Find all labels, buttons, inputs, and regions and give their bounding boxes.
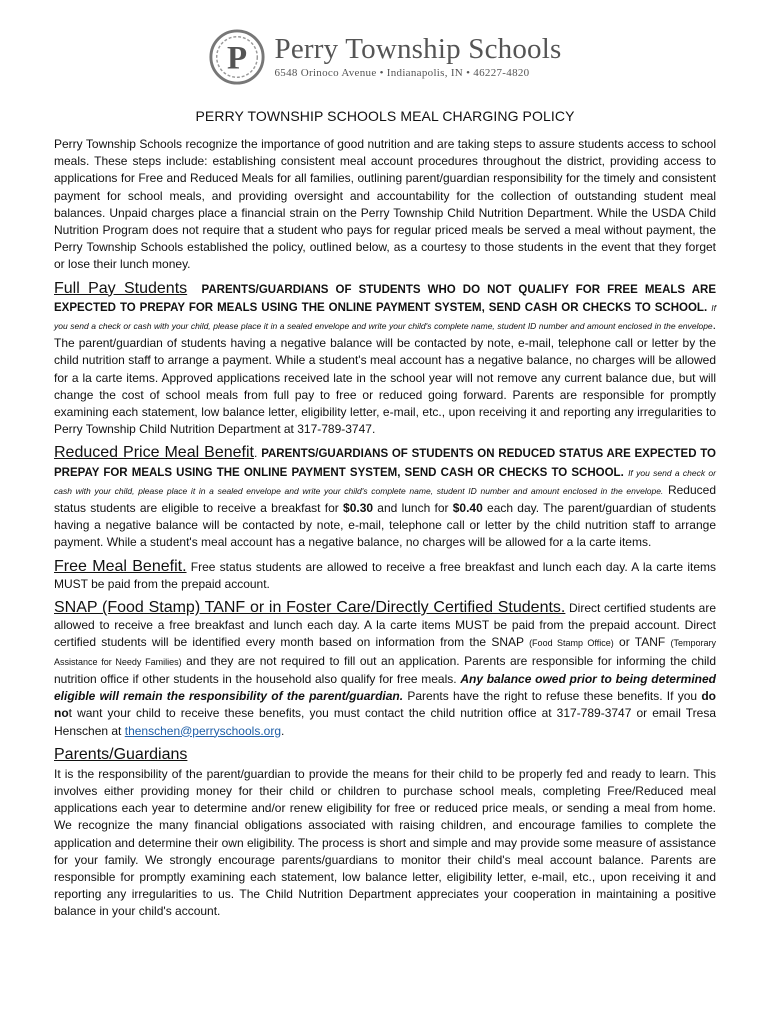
breakfast-price: $0.30 <box>343 501 374 516</box>
school-logo <box>208 28 266 86</box>
parents-heading: Parents/Guardians <box>54 745 188 763</box>
full-pay-caps: PARENTS/GUARDIANS OF STUDENTS WHO DO NOT QUALIFY FOR FREE MEALS ARE EXPECTED TO PREPAY FOR MEALS USING THE ONLINE PAYMENT SYSTEM, SEND CASH OR CHECKS TO SCHOOL. <box>54 283 716 314</box>
letterhead <box>54 0 716 92</box>
free-heading: Free Meal Benefit. <box>54 557 187 575</box>
reduced-heading: Reduced Price Meal Benefit <box>54 444 254 462</box>
page-title: PERRY TOWNSHIP SCHOOLS MEAL CHARGING POLICY <box>195 108 575 124</box>
lunch-price: $0.40 <box>452 501 483 516</box>
free-body: Free status students are allowed to receive a free breakfast and lunch each day. A la carte items MUST be paid from the prepaid account. <box>54 559 716 591</box>
full-pay-body: The parent/guardian of students having a negative balance will be contacted by note, e-mail, telephone call or letter by the child nutrition staff to arrange a payment. While a student's meal account has a negative balance, no charges will be allowed for a la carte items. Approved applications received late in the school year will not remove any current balance due, but will change the cost of school meals from full pay to free or reduced going forward. Parents are responsible for promptly examining each statement, low balance letter, eligibility letter, e-mail, etc., upon receiving it and reporting any irregularities to Perry Township Child Nutrition Department at 317-789-3747. <box>54 336 716 437</box>
snap-heading: SNAP (Food Stamp) TANF or in Foster Care/Directly Certified Students. <box>54 599 566 617</box>
full-pay-heading: Full Pay Students <box>54 279 188 297</box>
reduced-caps: PARENTS/GUARDIANS OF STUDENTS ON REDUCED STATUS ARE EXPECTED TO PREPAY FOR MEALS USING THE ONLINE PAYMENT SYSTEM, SEND CASH OR CHECKS TO SCHOOL. <box>54 448 717 479</box>
intro-paragraph: Perry Township Schools recognize the importance of good nutrition and are taking steps to assure students access to school meals. These steps include: establishing consistent meal account procedures throughout the district, providing access to applications for Free and Reduced Meals for all families, outlining parent/guardian responsibility for the timely and consistent payment for school meals, and providing oversight and accountability for the collection of outstanding student meal balances. Unpaid charges place a financial strain on the Perry Township Child Nutrition Department. While the USDA Child Nutrition Program does not require that a student who pays for regular priced meals be served a meal without payment, the Perry Township Schools established the policy, outlined below, as a courtesy to those students in the event that they forget or lose their lunch money. <box>54 137 716 272</box>
snap-section: SNAP (Food Stamp) TANF or in Foster Care/Directly Certified Students. Direct certified students are allowed to receive a free breakfast and lunch each day. A la carte items MUST be paid from the prepaid account. Direct certified students will be identified every month based on information from the SNAP (Food Stamp Office) or TANF (Temporary Assistance for Needy Families) and they are not required to fill out an application. Parents are responsible for informing the child nutrition office if other students in the household also qualify for free meals. Any balance owed prior to being determined eligible will remain the responsibility of the parent/guardian. Parents have the right to refuse these benefits. If you do not want your child to receive these benefits, you must contact the child nutrition office at 317-789-3747 or email Tresa Henschen at thenschen@perryschools.org. <box>54 599 717 738</box>
full-pay-note: If you send a check or cash with your child, please place it in a sealed envelope and write your child's complete name, student ID number and amount enclosed in the envelope <box>54 302 716 332</box>
full-pay-section: Full Pay Students PARENTS/GUARDIANS OF STUDENTS WHO DO NOT QUALIFY FOR FREE MEALS ARE EXPECTED TO PREPAY FOR MEALS USING THE ONLINE PAYMENT SYSTEM, SEND CASH OR CHECKS TO SCHOOL. If you send a check or cash with your child, please place it in a sealed envelope and write your child's complete name, student ID number and amount enclosed in the envelope. The parent/guardian of students having a negative balance will be contacted by note, e-mail, telephone call or letter by the child nutrition staff to arrange a payment. While a student's meal account has a negative balance, no charges will be allowed for a la carte items. Approved applications received late in the school year will not remove any current balance due, but will change the cost of school meals from full pay to free or reduced going forward. Parents are responsible for promptly examining each statement, low balance letter, eligibility letter, e-mail, etc., upon receiving it and reporting any irregularities to Perry Township Child Nutrition Department at 317-789-3747. <box>54 279 716 437</box>
reduced-section: Reduced Price Meal Benefit. PARENTS/GUARDIANS OF STUDENTS ON REDUCED STATUS ARE EXPECTED TO PREPAY FOR MEALS USING THE ONLINE PAYMENT SYSTEM, SEND CASH OR CHECKS TO SCHOOL. If you send a check or cash with your child, please place it in a sealed envelope and write your child's complete name, student ID number and amount enclosed in the envelope. Reduced status students are eligible to receive a breakfast for $0.30 and lunch for $0.40 each day. The parent/guardian of students having a negative balance will be contacted by note, e-mail, telephone call or letter by the child nutrition staff to arrange payment. While a student's meal account has a negative balance, no charges will be allowed for a la carte items. <box>54 444 717 550</box>
logo-letter: P <box>227 40 248 77</box>
free-section <box>54 558 716 593</box>
balance-owed-note: Any balance owed prior to being determined eligible will remain the responsibility of the parent/guardian. <box>54 671 716 704</box>
parents-body: It is the responsibility of the parent/guardian to provide the means for their child to be properly fed and ready to learn. This involves either providing money for their child or children to purchase school meals, completing Free/Reduced meal applications each year to determine and/or renew eligibility for free or reduced price meals, or sending a meal from home. We recognize the many financial obligations associated with raising children, and encourage families to complete the application and determine their own eligibility. The process is short and simple and may provide some measure of assistance for your family. We strongly encourage parents/guardians to monitor their child's meal account balance. Parents are responsible for promptly examining each statement, low balance letter, eligibility letter, e-mail, etc., upon receiving it and reporting any irregularities to us. The Child Nutrition Department appreciates your cooperation in maintaining a positive balance in your child's account. <box>54 766 716 919</box>
parents-section <box>54 746 716 921</box>
school-address: 6548 Orinoco Avenue • Indianapolis, IN • 46227-4820 <box>274 67 530 79</box>
email-link[interactable]: thenschen@perryschools.org <box>124 723 281 738</box>
reduced-note: If you send a check or cash with your child, please place it in a sealed envelope and write your child's complete name, student ID number and amount enclosed in the envelope. <box>54 467 716 496</box>
school-name: Perry Township Schools <box>274 33 562 65</box>
